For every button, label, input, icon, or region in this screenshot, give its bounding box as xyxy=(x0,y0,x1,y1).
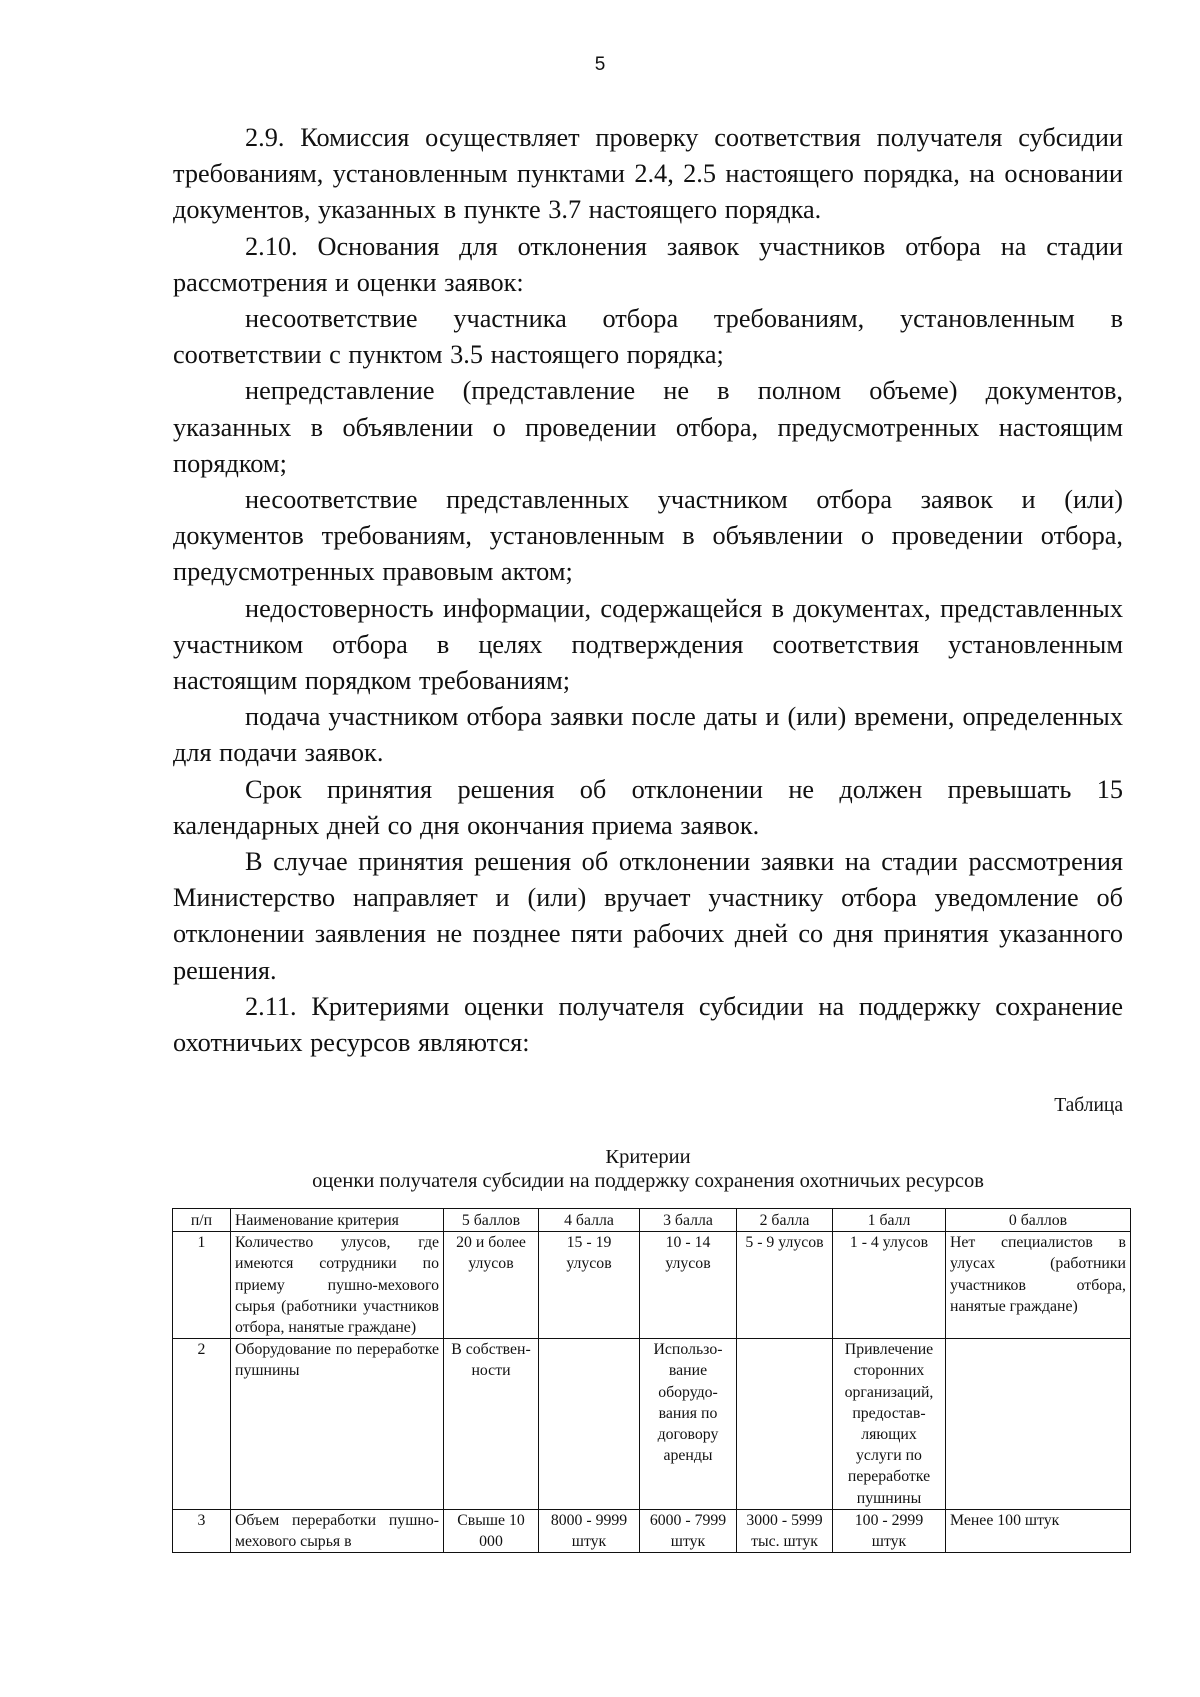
paragraph-notification: В случае принятия решения об отклонении заявки на стадии рассмотрения Министерство направляет и (или) вручает участнику отбора уведомление об отклонении заявления не позднее пяти рабочих дней со дня принятия указанного решения. xyxy=(173,847,1123,985)
score-2: 3000 - 5999 тыс. штук xyxy=(737,1509,833,1552)
score-0: Менее 100 штук xyxy=(946,1509,1131,1552)
paragraph-ground-3: несоответствие представленных участником отбора заявок и (или) документов требованиям, установленным в объявлении о проведении отбора, предусмотренных правовым актом; xyxy=(173,485,1123,587)
paragraph-2-9: 2.9. Комиссия осуществляет проверку соответствия получателя субсидии требованиям, установленным пунктами 2.4, 2.5 настоящего порядка, на основании документов, указанных в пункте 3.7 настоящего порядка. xyxy=(173,123,1123,225)
score-1: Привлечение сторонних организаций, предостав-ляющих услуги по переработке пушнины xyxy=(833,1339,946,1510)
caption-subtitle: оценки получателя субсидии на поддержку сохранения охотничьих ресурсов xyxy=(312,1170,984,1192)
caption-title: Критерии xyxy=(605,1146,691,1168)
table-header-row xyxy=(173,1209,1131,1232)
row-num: 1 xyxy=(173,1232,231,1339)
row-num: 2 xyxy=(173,1339,231,1510)
paragraph-deadline: Срок принятия решения об отклонении не должен превышать 15 календарных дней со дня окончания приема заявок. xyxy=(173,774,1123,840)
paragraph-ground-1: несоответствие участника отбора требованиям, установленным в соответствии с пунктом 3.5 настоящего порядка; xyxy=(173,304,1123,370)
paragraph-2-10: 2.10. Основания для отклонения заявок участников отбора на стадии рассмотрения и оценки заявок: xyxy=(173,231,1123,297)
score-1: 100 - 2999 штук xyxy=(833,1509,946,1552)
criterion-name: Оборудование по переработке пушнины xyxy=(231,1339,444,1510)
score-2 xyxy=(737,1339,833,1510)
paragraph-ground-5: подача участником отбора заявки после даты и (или) времени, определенных для подачи заявок. xyxy=(173,702,1123,768)
score-4: 15 - 19 улусов xyxy=(539,1232,640,1339)
page-number: 5 xyxy=(594,54,606,75)
score-4 xyxy=(539,1339,640,1510)
table-row xyxy=(173,1339,1131,1510)
table-label: Таблица xyxy=(1054,1095,1123,1116)
score-5: 20 и более улусов xyxy=(444,1232,539,1339)
header-4-points: 4 балла xyxy=(539,1209,640,1232)
criterion-name: Количество улусов, где имеются сотрудники по приему пушно-мехового сырья (работники участников отбора, нанятые граждане) xyxy=(231,1232,444,1339)
header-num: п/п xyxy=(173,1209,231,1232)
score-4: 8000 - 9999 штук xyxy=(539,1509,640,1552)
score-2: 5 - 9 улусов xyxy=(737,1232,833,1339)
body-text xyxy=(173,120,1123,1061)
criterion-name: Объем переработки пушно-мехового сырья в xyxy=(231,1509,444,1552)
header-5-points: 5 баллов xyxy=(444,1209,539,1232)
score-3: 10 - 14 улусов xyxy=(640,1232,737,1339)
table-caption xyxy=(173,1145,1123,1193)
row-num: 3 xyxy=(173,1509,231,1552)
table-row xyxy=(173,1509,1131,1552)
paragraph-2-11: 2.11. Критериями оценки получателя субсидии на поддержку сохранение охотничьих ресурсов являются: xyxy=(173,991,1123,1058)
table-row xyxy=(173,1232,1131,1339)
header-1-point: 1 балл xyxy=(833,1209,946,1232)
header-2-points: 2 балла xyxy=(737,1209,833,1232)
score-5: Свыше 10 000 xyxy=(444,1509,539,1552)
header-0-points: 0 баллов xyxy=(946,1209,1131,1232)
score-0 xyxy=(946,1339,1131,1510)
header-name: Наименование критерия xyxy=(231,1209,444,1232)
criteria-table xyxy=(172,1208,1131,1553)
header-3-points: 3 балла xyxy=(640,1209,737,1232)
paragraph-ground-4: недостоверность информации, содержащейся в документах, представленных участником отбора в целях подтверждения соответствия установленным настоящим порядком требованиям; xyxy=(173,593,1123,696)
score-3: 6000 - 7999 штук xyxy=(640,1509,737,1552)
score-5: В собствен-ности xyxy=(444,1339,539,1510)
score-0: Нет специалистов в улусах (работники участников отбора, нанятые граждане) xyxy=(946,1232,1131,1339)
score-3: Использо-вание оборудо-вания по договору аренды xyxy=(640,1339,737,1510)
paragraph-ground-2: непредставление (представление не в полном объеме) документов, указанных в объявлении о проведении отбора, предусмотренных настоящим порядком; xyxy=(173,376,1123,478)
score-1: 1 - 4 улусов xyxy=(833,1232,946,1339)
